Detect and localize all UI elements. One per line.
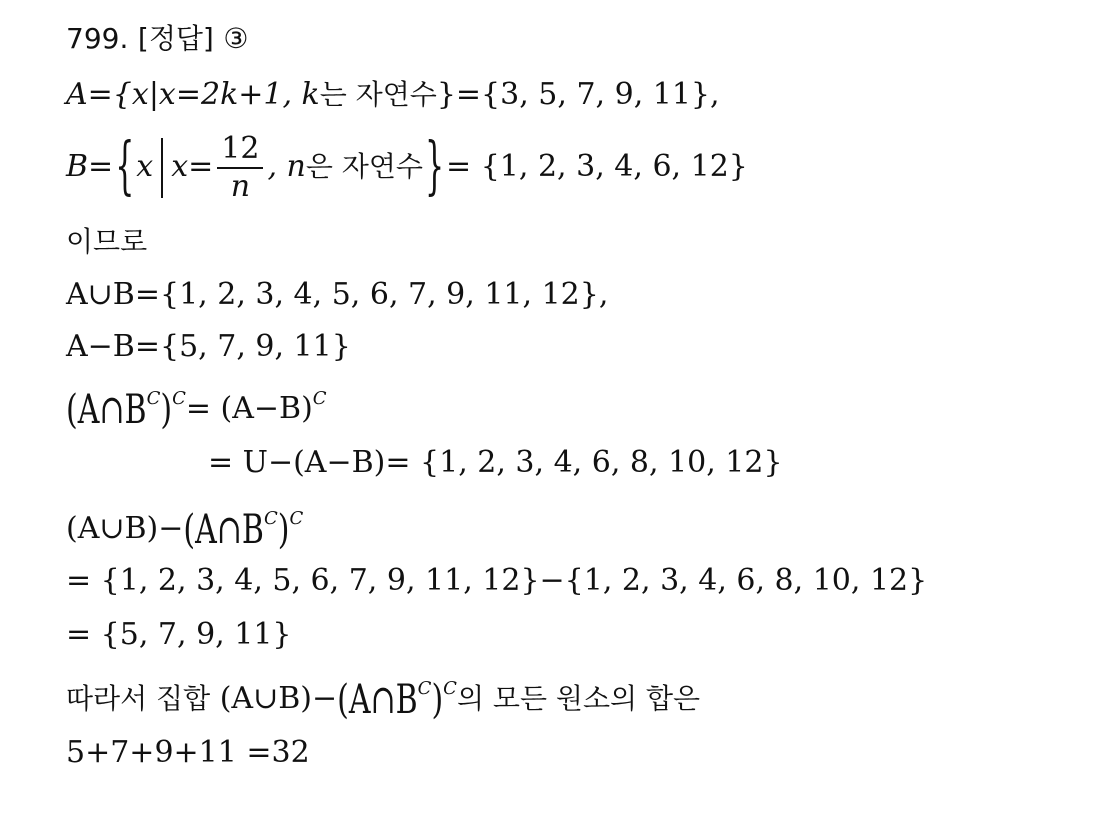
expression-line-2: = {1, 2, 3, 4, 5, 6, 7, 9, 11, 12}−{1, 2, 3, 4, 6, 8, 10, 12} [66, 563, 928, 598]
complement-close: ) [160, 386, 173, 434]
sum-line: 5+7+9+11 =32 [66, 735, 310, 770]
answer-header [66, 24, 249, 54]
conclusion-close: ) [431, 676, 444, 724]
complement-line-2: = U−(A−B)= {1, 2, 3, 4, 6, 8, 10, 12} [208, 445, 783, 480]
answer-mark: ③ [223, 22, 249, 55]
expression-inner: (A∩B [183, 506, 264, 554]
set-b-definition [66, 130, 748, 204]
expression-line [66, 506, 304, 554]
fraction [217, 131, 263, 204]
set-b-korean: 은 자연수 [305, 150, 423, 183]
complement-sup1: C [146, 388, 161, 409]
answer-label: [정답] [137, 22, 214, 55]
union-line: A∪B={1, 2, 3, 4, 5, 6, 7, 9, 11, 12}, [66, 277, 609, 312]
set-b-label: B= [66, 149, 114, 184]
problem-number: 799. [66, 22, 129, 55]
conclusion-tail: 의 모든 원소의 합은 [456, 682, 701, 715]
conclusion-lead: 따라서 집합 [66, 682, 211, 715]
set-b-cond: x= [171, 149, 214, 184]
conclusion-sup1: C [417, 678, 432, 699]
conclusion-math: (A∪B)− [219, 681, 338, 716]
complement-sup2: C [172, 388, 186, 409]
conclusion-inner: (A∩B [337, 676, 418, 724]
conclusion-sup2: C [443, 678, 457, 699]
set-b-result: = {1, 2, 3, 4, 6, 12} [446, 149, 748, 184]
therefore-text: 이므로 [66, 225, 148, 258]
expression-left: (A∪B)− [66, 511, 184, 546]
expression-sup2: C [289, 508, 304, 529]
such-that-bar [161, 138, 163, 198]
set-a-definition [66, 77, 720, 112]
expression-sup1: C [263, 508, 278, 529]
conclusion-line [66, 676, 701, 724]
complement-open: (A∩B [66, 386, 147, 434]
complement-sup3: C [312, 388, 327, 409]
fraction-numerator: 12 [217, 134, 263, 169]
fraction-denominator: n [230, 169, 251, 204]
set-a-result: }={3, 5, 7, 9, 11}, [436, 77, 720, 112]
set-b-after: , n [267, 149, 306, 184]
set-b-var: x [136, 149, 154, 184]
difference-line: A−B={5, 7, 9, 11} [66, 329, 351, 364]
set-a-builder: ={x|x=2k+1, k [87, 77, 320, 112]
expression-line-3: = {5, 7, 9, 11} [66, 617, 292, 652]
expression-close: ) [277, 506, 290, 554]
right-brace: } [424, 130, 445, 204]
left-brace: { [115, 130, 135, 204]
set-a-korean: 는 자연수 [319, 78, 437, 111]
complement-line [66, 386, 327, 434]
set-a-label: A [66, 77, 88, 112]
complement-rhs: = (A−B) [185, 391, 313, 426]
